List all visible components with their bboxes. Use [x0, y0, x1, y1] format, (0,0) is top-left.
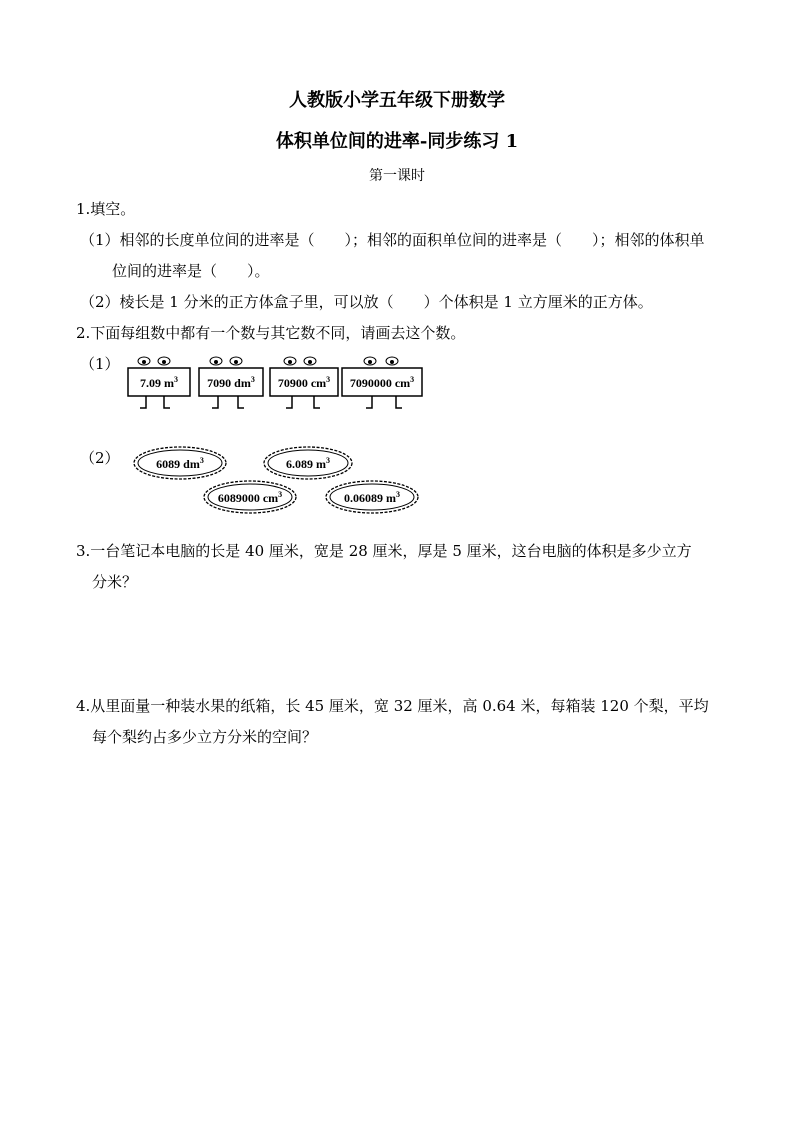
group2-item-3: 6089000 $cm^3$ [217, 490, 283, 505]
q1-part1-line2: 位间的进率是（ ）。 [112, 262, 270, 280]
q2-group1-label: （1） [80, 355, 120, 373]
q2-heading: 2.下面每组数中都有一个数与其它数不同，请画去这个数。 [76, 324, 466, 342]
group2-item-4: 0.06089 $m^3$ [344, 490, 400, 505]
group1-item-1: 7.09 $m^3$ [140, 375, 178, 390]
q3-line2: 分米？ [92, 573, 138, 591]
page-title: 人教版小学五年级下册数学 [289, 90, 505, 111]
q4-line2: 每个梨约占多少立方分米的空间？ [92, 728, 318, 746]
group1-item-2: 7090 $dm^3$ [207, 375, 255, 390]
q1-part1-line1: （1）相邻的长度单位间的进率是（ ）；相邻的面积单位间的进率是（ ）；相邻的体积单 [80, 231, 705, 249]
q1-heading: 1.填空。 [76, 200, 136, 218]
q3-line1: 3.一台笔记本电脑的长是 40 厘米，宽是 28 厘米，厚是 5 厘米，这台电脑的体积是多少立方 [76, 542, 692, 560]
q1-part2: （2）棱长是 1 分米的正方体盒子里，可以放（ ）个体积是 1 立方厘米的正方体。 [80, 293, 653, 311]
q2-group2-label: （2） [80, 449, 120, 467]
group2-item-1: 6089 $dm^3$ [156, 456, 204, 471]
q2-group2-figure [130, 440, 430, 520]
lesson-label: 第一课时 [369, 168, 425, 184]
group1-item-4: 7090000 $cm^3$ [349, 375, 415, 390]
q4-line1: 4.从里面量一种装水果的纸箱，长 45 厘米，宽 32 厘米，高 0.64 米，每箱装 120 个梨，平均 [76, 697, 709, 715]
group2-item-2: 6.089 $m^3$ [286, 456, 330, 471]
group1-item-3: 70900 $cm^3$ [277, 375, 331, 390]
page-subtitle: 体积单位间的进率-同步练习 1 [275, 131, 519, 152]
